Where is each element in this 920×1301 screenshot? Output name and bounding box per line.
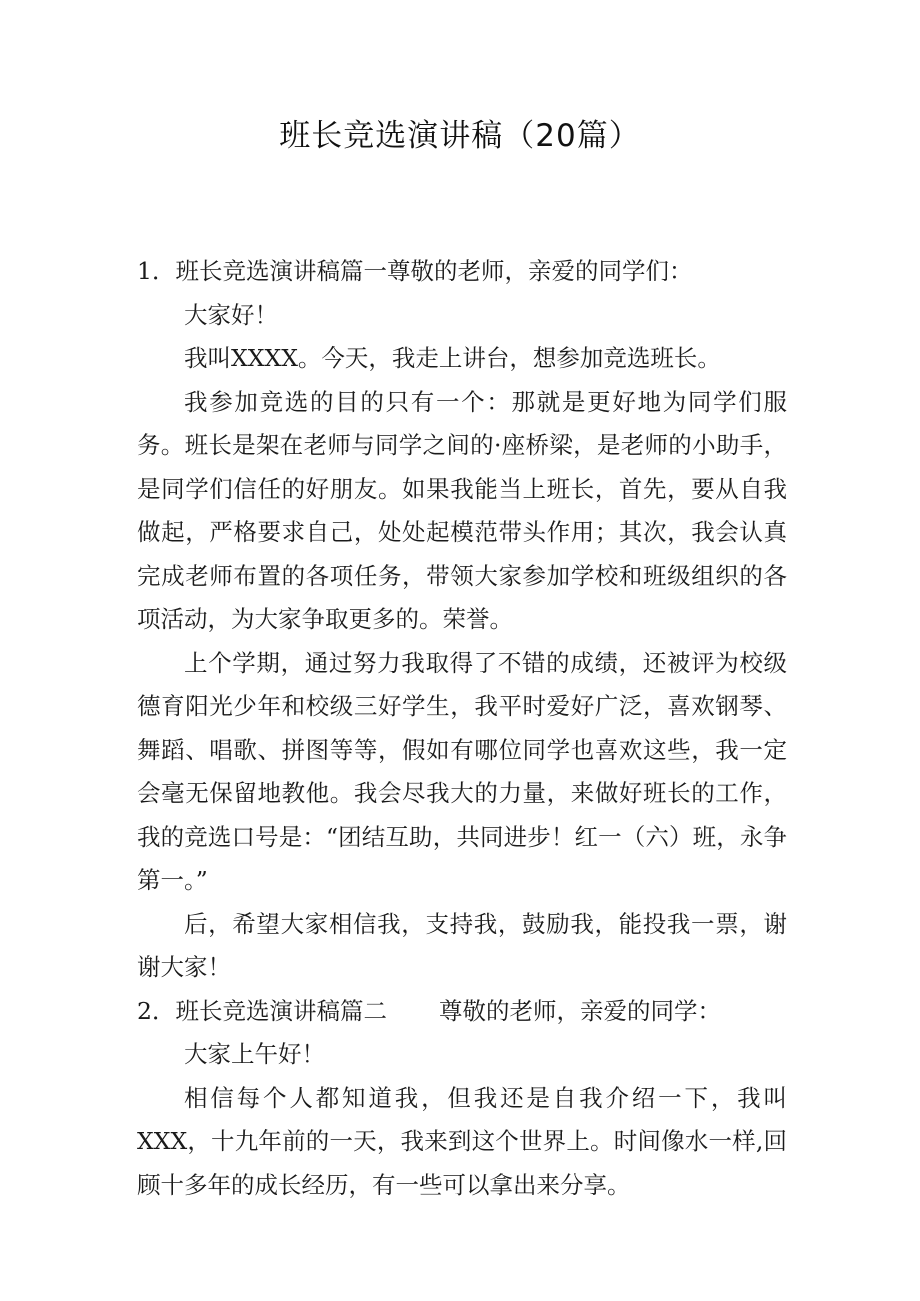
section-heading-rest: 尊敬的老师，亲爱的同学： bbox=[438, 996, 721, 1025]
paragraph: 我参加竞选的目的只有一个：那就是更好地为同学们服务。班长是架在老师与同学之间的·座桥梁，是老师的小助手，是同学们信任的好朋友。如果我能当上班长，首先，要从自我做起，严格要求自己，处处起模范带头作用；其次，我会认真完成老师布置的各项任务，带领大家参加学校和班级组织的各项活动，为大家争取更多的。荣誉。 bbox=[137, 387, 787, 633]
paragraph: 大家上午好！ bbox=[184, 1040, 325, 1068]
section-heading-1 bbox=[137, 250, 787, 294]
document-title: 班长竞选演讲稿（20篇） bbox=[279, 118, 641, 154]
section-heading-prefix: 1．班长竞选演讲稿篇一 bbox=[137, 257, 387, 285]
section-heading-prefix: 2．班长竞选演讲稿篇二 bbox=[137, 996, 387, 1025]
document-body bbox=[137, 250, 787, 1207]
paragraph: 我叫XXXX。今天，我走上讲台，想参加竞选班长。 bbox=[184, 344, 721, 372]
paragraph: 大家好！ bbox=[184, 300, 278, 329]
section-heading-2 bbox=[137, 990, 787, 1034]
paragraph: 后，希望大家相信我，支持我，鼓励我，能投我一票，谢谢大家！ bbox=[137, 909, 787, 981]
paragraph: 相信每个人都知道我，但我还是自我介绍一下，我叫XXX，十九年前的一天，我来到这个世界上。时间像水一样,回顾十多年的成长经历，有一些可以拿出来分享。 bbox=[137, 1083, 787, 1199]
section-heading-rest: 尊敬的老师，亲爱的同学们： bbox=[386, 257, 693, 285]
paragraph: 上个学期，通过努力我取得了不错的成绩，还被评为校级德育阳光少年和校级三好学生，我平时爱好广泛，喜欢钢琴、舞蹈、唱歌、拼图等等，假如有哪位同学也喜欢这些，我一定会毫无保留地教他。我会尽我大的力量，来做好班长的工作，我的竞选口号是：“团结互助，共同进步！红一（六）班，永争第一。” bbox=[137, 648, 787, 894]
